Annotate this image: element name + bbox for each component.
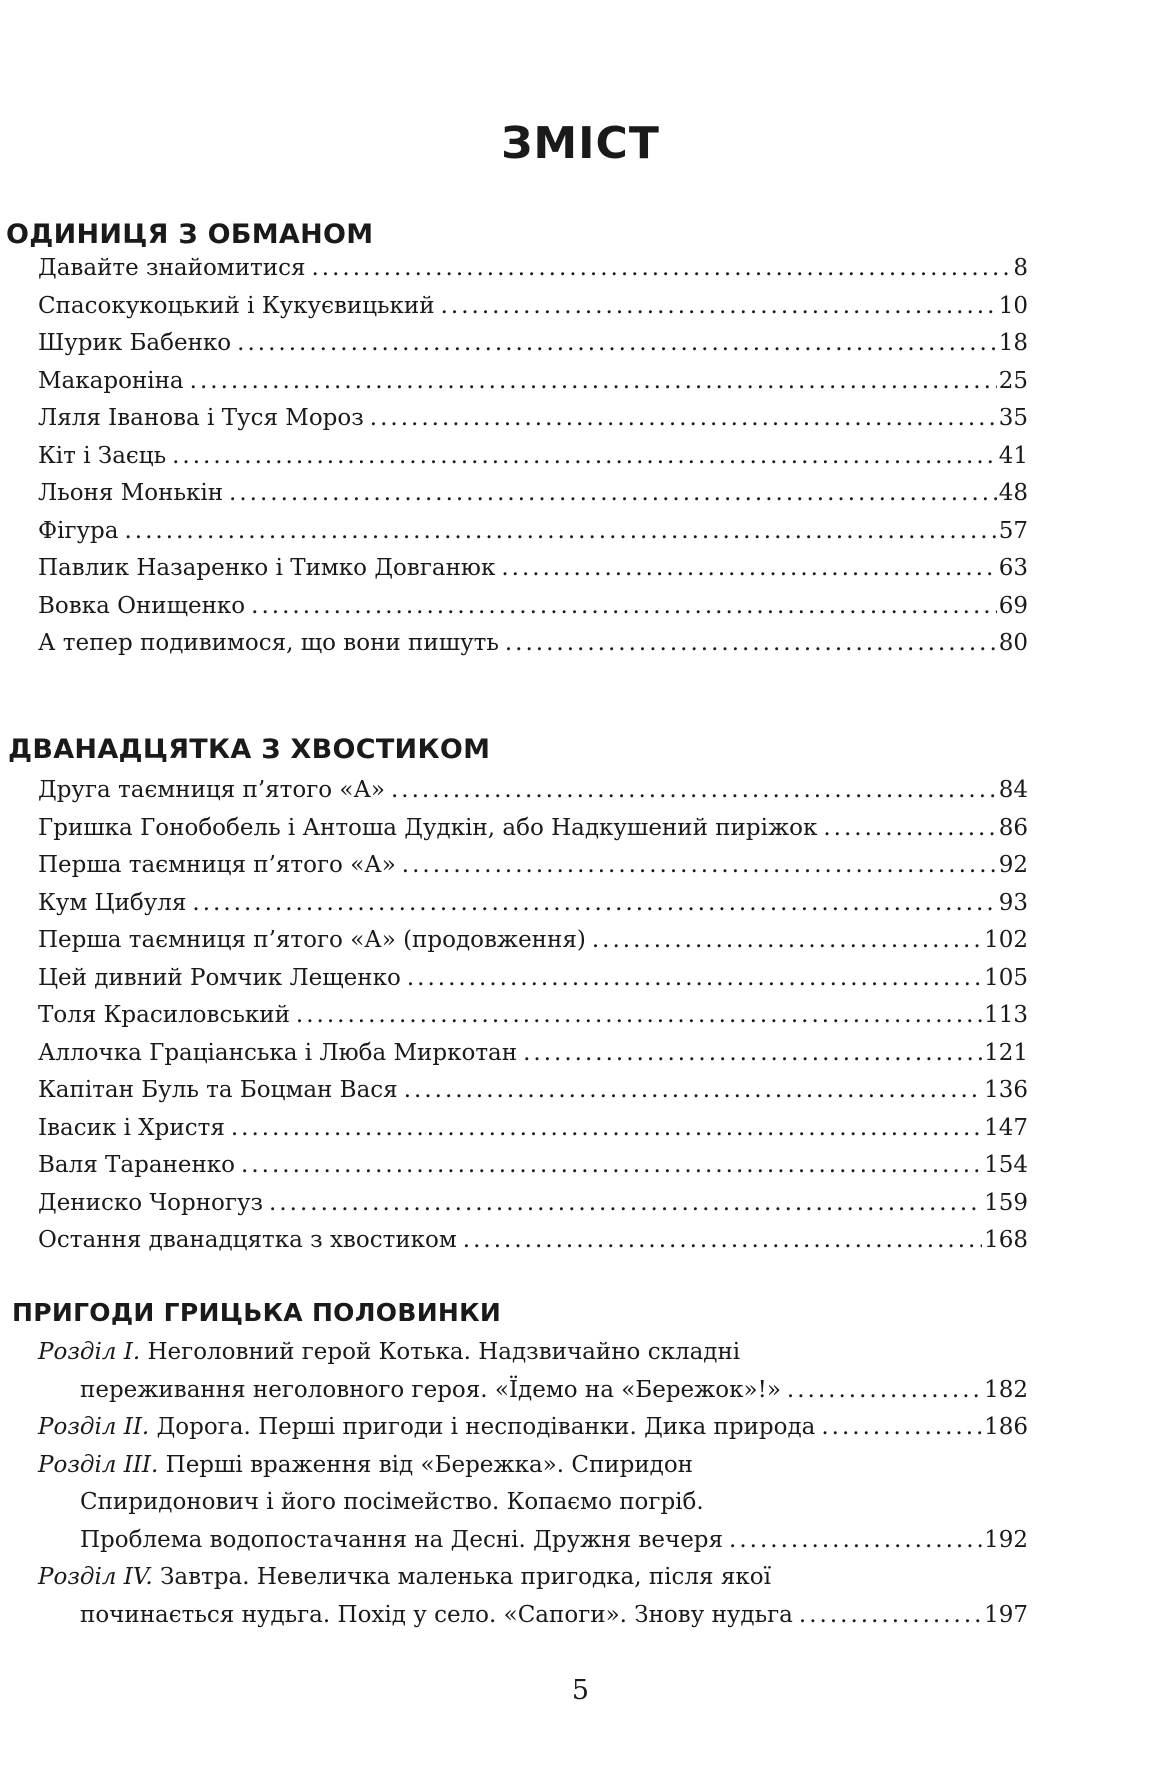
leader-dots: [172, 438, 997, 476]
chapter-text: Неголовний герой Котька. Надзвичайно складні: [147, 1339, 741, 1365]
entry-page: 41: [998, 442, 1028, 469]
entry-page: 113: [984, 1002, 1028, 1028]
entry-page: 69: [998, 592, 1028, 619]
toc-entry[interactable]: [38, 625, 1028, 663]
entry-label: Фігура: [38, 517, 119, 544]
entry-label: Дениско Чорногуз: [38, 1189, 264, 1216]
entry-label: Цей дивний Ромчик Лещенко: [38, 964, 401, 991]
section-heading-1: ОДИНИЦЯ З ОБМАНОМ: [6, 219, 374, 250]
entry-page: 48: [998, 480, 1028, 506]
leader-dots: [192, 885, 996, 923]
page-number: 5: [571, 1675, 590, 1706]
toc-entry[interactable]: [38, 588, 1028, 626]
toc-entry[interactable]: [38, 1035, 1028, 1073]
entry-page: 186: [984, 1414, 1028, 1440]
section-3-entries: [38, 1334, 1028, 1634]
leader-dots: [311, 250, 1011, 288]
section-1-entries: [38, 250, 1028, 663]
entry-page: 154: [984, 1152, 1028, 1178]
toc-entry[interactable]: [38, 772, 1028, 810]
leader-dots: [463, 1222, 982, 1260]
leader-dots: [251, 588, 997, 626]
leader-dots: [787, 1372, 982, 1410]
entry-label: Давайте знайомитися: [38, 255, 306, 281]
toc-entry[interactable]: [38, 1072, 1028, 1110]
entry-page: 84: [998, 777, 1028, 803]
toc-entry[interactable]: [38, 550, 1028, 588]
entry-label: Спасокукоцький і Кукуєвицький: [38, 292, 435, 319]
leader-dots: [391, 772, 997, 810]
entry-page: 25: [998, 367, 1028, 394]
leader-dots: [402, 847, 997, 885]
toc-entry[interactable]: [38, 250, 1028, 288]
chapter-text: Завтра. Невеличка маленька пригодка, після якої: [160, 1564, 771, 1590]
leader-dots: [505, 625, 997, 663]
entry-label: Івасик і Христя: [38, 1114, 225, 1141]
entry-page: 18: [998, 330, 1028, 356]
leader-dots: [823, 810, 996, 848]
toc-entry[interactable]: [38, 960, 1028, 998]
entry-label: Перша таємниця п’ятого «А»: [38, 852, 396, 878]
toc-entry[interactable]: [38, 847, 1028, 885]
leader-dots: [124, 513, 996, 551]
chapter-text: починається нудьга. Похід у село. «Сапоги». Знову нудьга: [80, 1601, 793, 1628]
entry-page: 168: [984, 1227, 1028, 1253]
entry-page: 102: [984, 927, 1028, 953]
leader-dots: [821, 1409, 982, 1447]
entry-page: 80: [998, 630, 1028, 656]
entry-page: 121: [984, 1039, 1028, 1066]
entry-label: Ляля Іванова і Туся Мороз: [38, 405, 364, 431]
entry-page: 57: [998, 517, 1028, 544]
toc-entry[interactable]: [38, 922, 1028, 960]
section-heading-3: ПРИГОДИ ГРИЦЬКА ПОЛОВИНКИ: [12, 1298, 502, 1327]
leader-dots: [231, 1110, 982, 1148]
leader-dots: [296, 997, 982, 1035]
chapter-entry[interactable]: [38, 1559, 1028, 1634]
entry-label: Шурик Бабенко: [38, 330, 232, 356]
entry-label: Валя Тараненко: [38, 1152, 236, 1178]
toc-entry[interactable]: [38, 810, 1028, 848]
entry-page: 35: [998, 405, 1028, 431]
toc-entry[interactable]: [38, 513, 1028, 551]
leader-dots: [237, 325, 997, 363]
entry-page: 8: [1013, 255, 1028, 281]
toc-entry[interactable]: [38, 1222, 1028, 1260]
toc-entry[interactable]: [38, 1147, 1028, 1185]
leader-dots: [407, 960, 982, 998]
chapter-text: Спиридонович і його посімейство. Копаємо погріб.: [80, 1489, 704, 1515]
chapter-entry[interactable]: [38, 1334, 1028, 1409]
entry-page: 93: [998, 889, 1028, 916]
entry-page: 92: [998, 852, 1028, 878]
leader-dots: [523, 1035, 982, 1073]
page-title: ЗМІСТ: [501, 118, 660, 169]
leader-dots: [190, 363, 997, 401]
leader-dots: [729, 1522, 982, 1560]
toc-entry[interactable]: [38, 1110, 1028, 1148]
chapter-text: Проблема водопостачання на Десні. Дружня вечеря: [80, 1526, 724, 1553]
leader-dots: [370, 400, 997, 438]
chapter-entry[interactable]: [38, 1409, 1028, 1447]
chapter-entry[interactable]: [38, 1447, 1028, 1560]
leader-dots: [441, 288, 997, 326]
entry-label: Макароніна: [38, 367, 184, 394]
entry-page: 182: [984, 1376, 1028, 1403]
entry-label: Аллочка Граціанська і Люба Миркотан: [38, 1039, 518, 1066]
toc-entry[interactable]: [38, 288, 1028, 326]
section-2-entries: [38, 772, 1028, 1260]
entry-page: 192: [984, 1526, 1028, 1553]
entry-page: 147: [984, 1114, 1028, 1141]
chapter-prefix: Розділ ІІ.: [38, 1414, 150, 1440]
entry-label: Друга таємниця п’ятого «А»: [38, 777, 385, 803]
entry-label: Гришка Гонобобель і Антоша Дудкін, або Надкушений пиріжок: [38, 814, 818, 841]
toc-entry[interactable]: [38, 997, 1028, 1035]
entry-page: 136: [984, 1077, 1028, 1103]
toc-entry[interactable]: [38, 438, 1028, 476]
entry-label: Остання дванадцятка з хвостиком: [38, 1227, 457, 1253]
entry-label: Капітан Буль та Боцман Вася: [38, 1077, 398, 1103]
chapter-text: Перші враження від «Бережка». Спиридон: [165, 1451, 694, 1478]
leader-dots: [404, 1072, 982, 1110]
toc-entry[interactable]: [38, 325, 1028, 363]
entry-label: Толя Красиловський: [38, 1002, 290, 1028]
entry-label: Кіт і Заєць: [38, 442, 167, 469]
entry-page: 63: [998, 555, 1028, 581]
entry-label: Вовка Онищенко: [38, 592, 246, 619]
entry-page: 86: [998, 814, 1028, 841]
entry-label: А тепер подивимося, що вони пишуть: [38, 630, 499, 656]
entry-page: 10: [998, 292, 1028, 319]
toc-entry[interactable]: [38, 1185, 1028, 1223]
leader-dots: [592, 922, 982, 960]
entry-page: 197: [984, 1601, 1028, 1628]
chapter-text: Дорога. Перші пригоди і несподіванки. Дика природа: [156, 1414, 816, 1440]
chapter-prefix: Розділ ІІІ.: [38, 1451, 159, 1478]
entry-label: Павлик Назаренко і Тимко Довганюк: [38, 555, 496, 581]
entry-page: 159: [984, 1189, 1028, 1216]
chapter-prefix: Розділ IV.: [38, 1564, 153, 1590]
entry-label: Кум Цибуля: [38, 889, 187, 916]
leader-dots: [799, 1597, 982, 1635]
leader-dots: [269, 1185, 982, 1223]
entry-label: Перша таємниця п’ятого «А» (продовження): [38, 927, 586, 953]
chapter-prefix: Розділ І.: [38, 1339, 141, 1365]
toc-entry[interactable]: [38, 400, 1028, 438]
toc-entry[interactable]: [38, 475, 1028, 513]
leader-dots: [501, 550, 996, 588]
section-heading-2: ДВАНАДЦЯТКА З ХВОСТИКОМ: [8, 734, 491, 765]
toc-entry[interactable]: [38, 885, 1028, 923]
entry-label: Льоня Монькін: [38, 480, 224, 506]
toc-entry[interactable]: [38, 363, 1028, 401]
chapter-text: переживання неголовного героя. «Їдемо на «Бережок»!»: [80, 1376, 781, 1403]
entry-page: 105: [984, 964, 1028, 991]
leader-dots: [229, 475, 997, 513]
leader-dots: [241, 1147, 982, 1185]
